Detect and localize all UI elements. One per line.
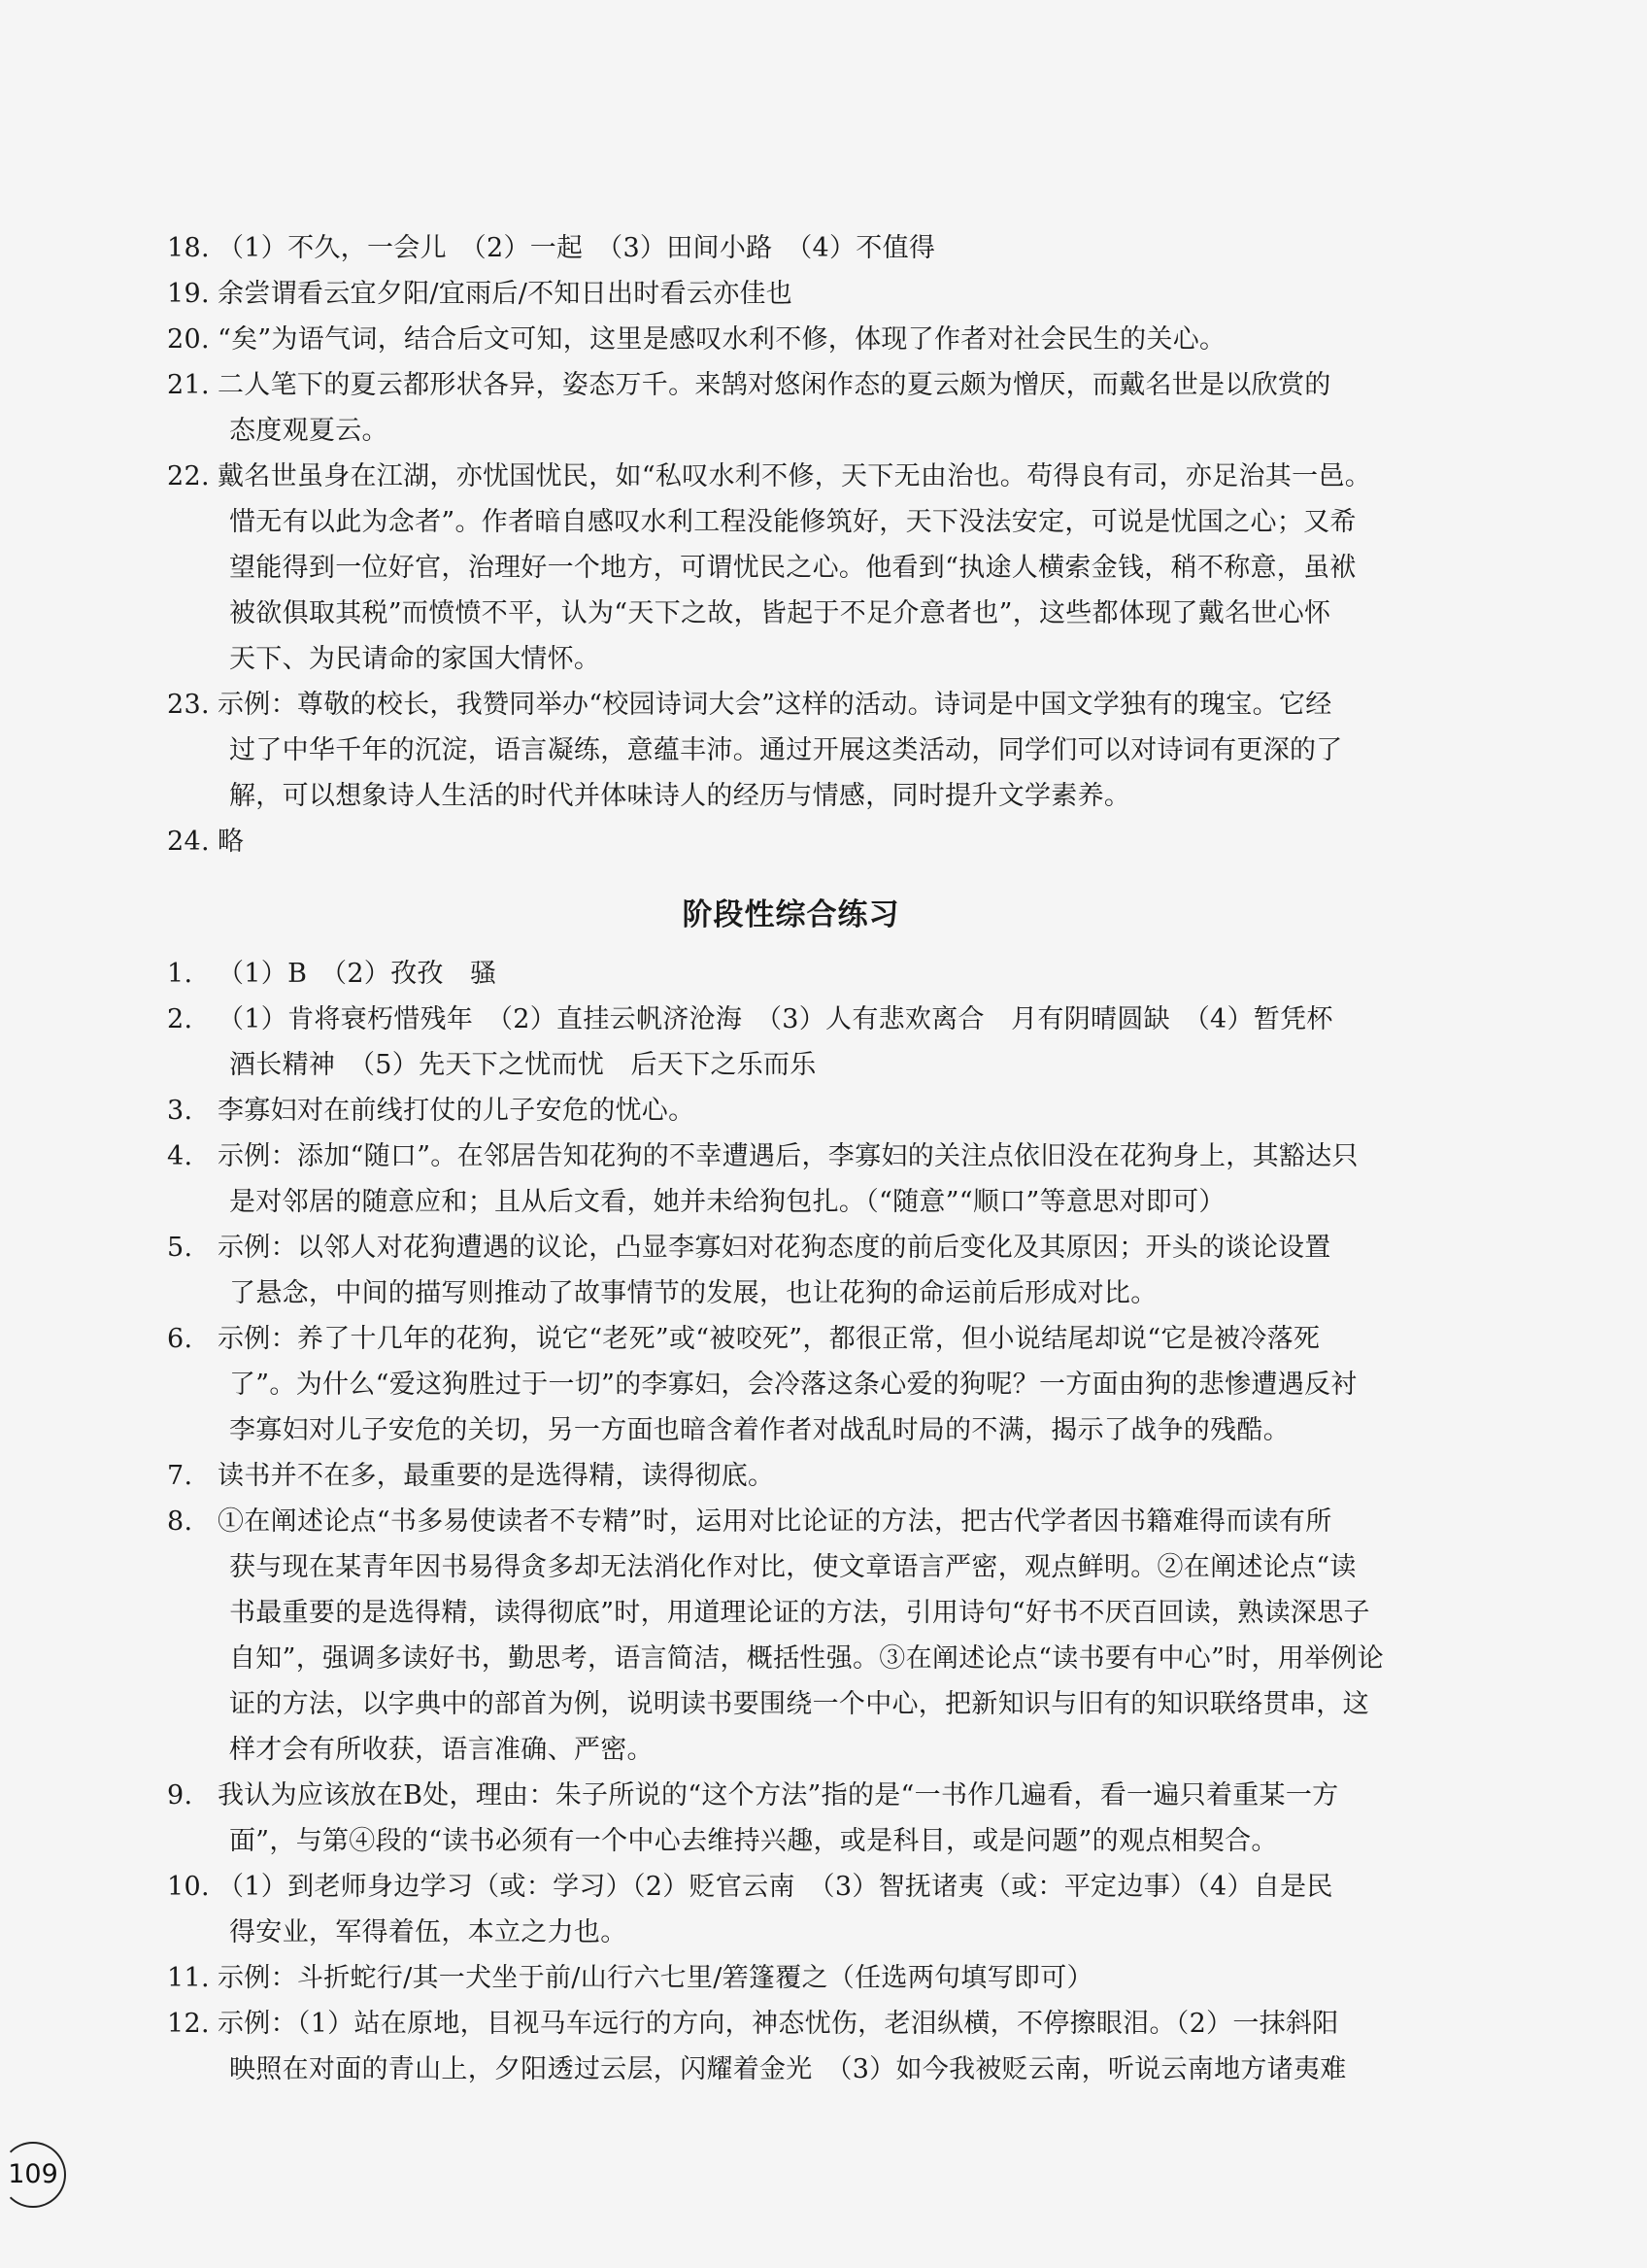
answer-number: 12.	[167, 2009, 210, 2039]
answer-text	[218, 317, 1415, 362]
answer-text	[218, 362, 1415, 454]
answer-line: 了悬念，中间的描写则推动了故事情节的发展，也让花狗的命运前后形成对比。	[229, 1278, 1158, 1308]
answer-line: 解，可以想象诗人生活的时代并体味诗人的经历与情感，同时提升文学素养。	[229, 781, 1131, 811]
section-title: 阶段性综合练习	[682, 897, 900, 932]
answer-line: 是对邻居的随意应和；且从后文看，她并未给狗包扎。（“随意”“顺口”等意思对即可）	[229, 1187, 1226, 1217]
answer-item	[167, 1134, 1415, 1225]
answer-line: 天下、为民请命的家国大情怀。	[229, 644, 601, 674]
answer-line: 略	[218, 827, 245, 857]
answer-number: 3.	[167, 1096, 193, 1126]
answer-line: 示例：以邻人对花狗遭遇的议论，凸显李寡妇对花狗态度的前后变化及其原因；开头的谈论设置	[218, 1233, 1331, 1263]
answer-text	[218, 271, 1415, 317]
answer-line: 酒长精神 （5）先天下之忧而忧 后天下之乐而乐	[229, 1050, 817, 1080]
answer-text	[218, 2001, 1415, 2092]
answer-text	[218, 1864, 1415, 1955]
answer-item	[167, 1088, 1415, 1134]
answer-item	[167, 271, 1415, 317]
answer-line: 面”，与第④段的“读书必须有一个中心去维持兴趣，或是科目，或是问题”的观点相契合。	[229, 1826, 1278, 1856]
answer-line: 过了中华千年的沉淀，语言凝练，意蕴丰沛。通过开展这类活动，同学们可以对诗词有更深的了	[229, 735, 1343, 765]
answer-number: 22.	[167, 461, 210, 491]
answer-number: 9.	[167, 1780, 193, 1811]
answer-item	[167, 1864, 1415, 1955]
answer-item	[167, 1453, 1415, 1499]
answer-line: 态度观夏云。	[229, 416, 388, 446]
answer-line: 余尝谓看云宜夕阳/宜雨后/不知日出时看云亦佳也	[218, 279, 793, 309]
answer-text	[218, 1453, 1415, 1499]
answer-text	[218, 225, 1415, 271]
answer-item	[167, 454, 1415, 682]
answer-list-previous	[167, 225, 1415, 864]
answer-number: 24.	[167, 827, 210, 857]
answer-item	[167, 1225, 1415, 1316]
answer-content	[167, 225, 1415, 2092]
answer-item	[167, 682, 1415, 819]
answer-text	[218, 1773, 1415, 1864]
answer-number: 10.	[167, 1872, 210, 1902]
answer-line: 惜无有以此为念者”。作者暗自感叹水利工程没能修筑好，天下没法安定，可说是忧国之心；又希	[229, 507, 1357, 537]
answer-line: 示例：斗折蛇行/其一犬坐于前/山行六七里/箬篷覆之（任选两句填写即可）	[218, 1963, 1093, 1993]
answer-line: 望能得到一位好官，治理好一个地方，可谓忧民之心。他看到“执途人横索金钱，稍不称意，虽袱	[229, 553, 1357, 583]
answer-line: 示例：（1）站在原地，目视马车远行的方向，神态忧伤，老泪纵横，不停擦眼泪。（2）一抹斜阳	[218, 2009, 1339, 2039]
answer-number: 21.	[167, 370, 210, 400]
answer-number: 8.	[167, 1506, 193, 1537]
answer-line: 获与现在某青年因书易得贪多却无法消化作对比，使文章语言严密，观点鲜明。②在阐述论点“读	[229, 1552, 1357, 1582]
answer-line: 示例：尊敬的校长，我赞同举办“校园诗词大会”这样的活动。诗词是中国文学独有的瑰宝。它经	[218, 690, 1332, 720]
answer-number: 19.	[167, 279, 210, 309]
answer-list-stage-practice	[167, 951, 1415, 2092]
answer-line: 示例：养了十几年的花狗，说它“老死”或“被咬死”，都很正常，但小说结尾却说“它是被冷落死	[218, 1324, 1321, 1354]
answer-number: 23.	[167, 690, 210, 720]
answer-text	[218, 1955, 1415, 2001]
answer-number: 18.	[167, 233, 210, 263]
answer-line: 书最重要的是选得精，读得彻底”时，用道理论证的方法，引用诗句“好书不厌百回读，熟读深思子	[229, 1598, 1370, 1628]
answer-item	[167, 362, 1415, 454]
answer-text	[218, 454, 1415, 682]
answer-text	[218, 1134, 1415, 1225]
answer-line: 样才会有所收获，语言准确、严密。	[229, 1735, 654, 1765]
answer-text	[218, 1225, 1415, 1316]
answer-number: 4.	[167, 1141, 193, 1171]
answer-number: 11.	[167, 1963, 210, 1993]
answer-item	[167, 225, 1415, 271]
answer-line: 得安业，军得着伍，本立之力也。	[229, 1917, 627, 1947]
answer-line: 我认为应该放在B处，理由：朱子所说的“这个方法”指的是“一书作几遍看，看一遍只着重某一方	[218, 1780, 1339, 1811]
answer-item	[167, 997, 1415, 1088]
answer-item	[167, 951, 1415, 997]
answer-item	[167, 1499, 1415, 1773]
answer-line: （1）B （2）孜孜 骚	[218, 959, 497, 989]
page-number: 109	[0, 2142, 66, 2208]
answer-item	[167, 819, 1415, 864]
answer-line: 李寡妇对儿子安危的关切，另一方面也暗含着作者对战乱时局的不满，揭示了战争的残酷。	[229, 1415, 1290, 1445]
answer-number: 1.	[167, 959, 193, 989]
answer-number: 7.	[167, 1461, 193, 1491]
answer-line: （1）肯将衰朽惜残年 （2）直挂云帆济沧海 （3）人有悲欢离合 月有阴晴圆缺 （4）暂凭杯	[218, 1004, 1333, 1034]
answer-line: 李寡妇对在前线打仗的儿子安危的忧心。	[218, 1096, 695, 1126]
answer-line: 自知”，强调多读好书，勤思考，语言简洁，概括性强。③在阐述论点“读书要有中心”时，用举例论	[229, 1643, 1384, 1674]
answer-line: 了”。为什么“爱这狗胜过于一切”的李寡妇，会冷落这条心爱的狗呢？一方面由狗的悲惨遭遇反衬	[229, 1370, 1358, 1400]
answer-line: 被欲俱取其税”而愤愤不平，认为“天下之故，皆起于不足介意者也”，这些都体现了戴名世心怀	[229, 598, 1331, 628]
answer-number: 5.	[167, 1233, 193, 1263]
answer-line: 二人笔下的夏云都形状各异，姿态万千。来鹄对悠闲作态的夏云颇为憎厌，而戴名世是以欣赏的	[218, 370, 1331, 400]
answer-item	[167, 2001, 1415, 2092]
answer-text	[218, 1499, 1415, 1773]
answer-line: ①在阐述论点“书多易使读者不专精”时，运用对比论证的方法，把古代学者因书籍难得而读有所	[218, 1506, 1332, 1537]
answer-text	[218, 1316, 1415, 1453]
answer-line: （1）到老师身边学习（或：学习）（2）贬官云南 （3）智抚诸夷（或：平定边事）（4）自是民	[218, 1872, 1333, 1902]
answer-line: 示例：添加“随口”。在邻居告知花狗的不幸遭遇后，李寡妇的关注点依旧没在花狗身上，其豁达只	[218, 1141, 1359, 1171]
answer-line: 戴名世虽身在江湖，亦忧国忧民，如“私叹水利不修，天下无由治也。苟得良有司，亦足治其一邑。	[218, 461, 1372, 491]
answer-number: 20.	[167, 324, 210, 355]
answer-text	[218, 997, 1415, 1088]
answer-item	[167, 1316, 1415, 1453]
answer-text	[218, 819, 1415, 864]
answer-line: 读书并不在多，最重要的是选得精，读得彻底。	[218, 1461, 775, 1491]
answer-text	[218, 682, 1415, 819]
answer-item	[167, 1773, 1415, 1864]
answer-line: “矣”为语气词，结合后文可知，这里是感叹水利不修，体现了作者对社会民生的关心。	[218, 324, 1227, 355]
answer-text	[218, 1088, 1415, 1134]
answer-text	[218, 951, 1415, 997]
answer-number: 6.	[167, 1324, 193, 1354]
answer-item	[167, 317, 1415, 362]
answer-number: 2.	[167, 1004, 193, 1034]
answer-line: 映照在对面的青山上，夕阳透过云层，闪耀着金光 （3）如今我被贬云南，听说云南地方诸夷难	[229, 2054, 1347, 2084]
answer-line: 证的方法，以字典中的部首为例，说明读书要围绕一个中心，把新知识与旧有的知识联络贯串，这	[229, 1689, 1369, 1719]
answer-item	[167, 1955, 1415, 2001]
answer-line: （1）不久，一会儿 （2）一起 （3）田间小路 （4）不值得	[218, 233, 936, 263]
